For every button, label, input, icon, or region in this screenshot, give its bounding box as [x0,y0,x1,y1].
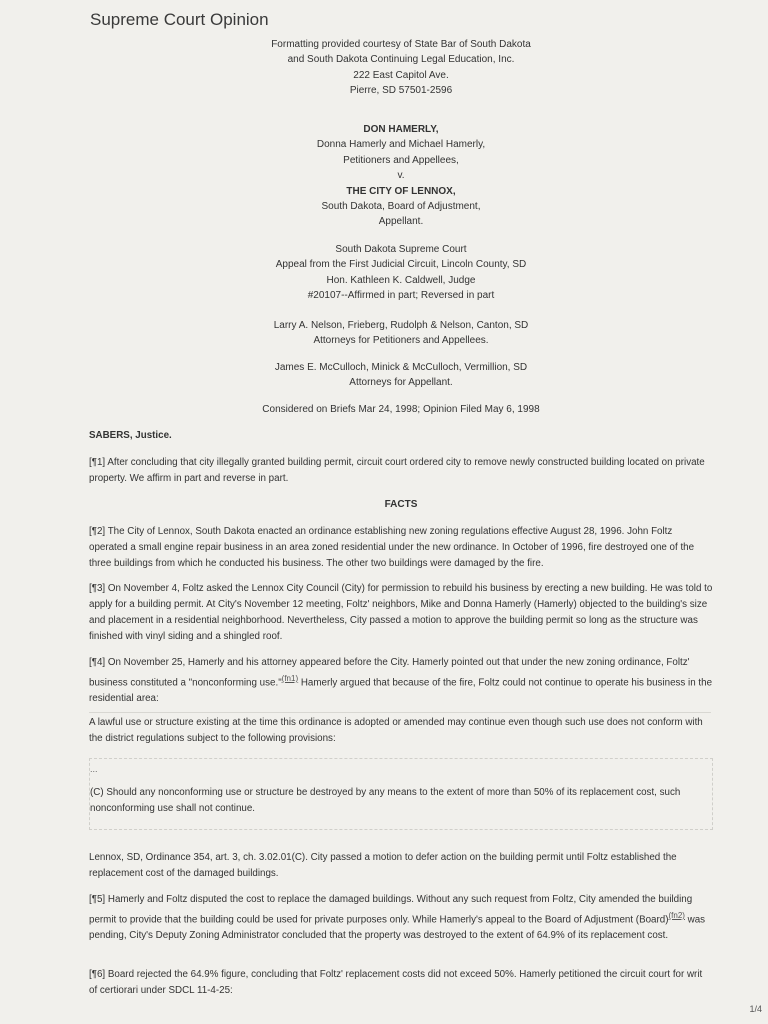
paragraph-4 [89,655,713,707]
justice-author: SABERS, Justice. [89,430,172,441]
facts-heading: FACTS [384,499,418,510]
respondent-others: South Dakota, Board of Adjustment, [321,201,481,213]
attorneys-appellant [90,360,712,391]
paragraph-5 [89,892,713,944]
paragraph-2: [¶2] The City of Lennox, South Dakota enacted an ordinance establishing new zoning regulations effective August 28, 1996. John Foltz operated a small engine repair business in an area zoned residential under the new ordinance. In October of 1996, fire destroyed one of the three buildings from which he conducted his business. The other two buildings were damaged by the fire. [89,526,695,569]
attorney-role: Attorneys for Appellant. [349,377,453,389]
document-title: Supreme Court Opinion [90,10,269,29]
paragraph-4-text: [¶4] On November 25, Hamerly and his attorney appeared before the City. Hamerly pointed out that under the new zoning ordinance, Foltz' business constituted a "nonconforming use." [89,657,690,689]
courtesy-line: Formatting provided courtesy of State Bar of South Dakota [271,39,531,50]
court-docket: #20107--Affirmed in part; Reversed in part [307,290,495,302]
petitioner-name: DON HAMERLY, [363,124,439,135]
footnote-1-link[interactable]: (fn1) [281,674,299,683]
quote-ellipsis: ... [90,764,98,774]
court-judge: Hon. Kathleen K. Caldwell, Judge [326,274,476,286]
parties-block [90,122,712,230]
considered-line [90,402,712,417]
quote-intro: A lawful use or structure existing at the time this ordinance is adopted or amended may continue even though such use does not conform with the district regulations subject to the following provisions: [89,717,703,744]
respondent-name: THE CITY OF LENNOX, [346,185,456,197]
paragraph-5-text: [¶5] Hamerly and Foltz disputed the cost to replace the damaged buildings. Without any such request from Foltz, City amended the building permit to provide that the building could be used for private purposes only. While Hamerly's appeal to the Board of Adjustment (Board) [89,894,693,926]
attorneys-appellees [90,318,712,349]
paragraph-1: [¶1] After concluding that city illegally granted building permit, circuit court ordered city to remove newly constructed building located on private property. We affirm in part and reverse in part. [89,457,705,484]
attorney-role: Attorneys for Petitioners and Appellees. [313,335,489,347]
ordinance-quote [89,712,711,747]
courtesy-block [90,37,712,99]
attorney-names: James E. McCulloch, Minick & McCulloch, Vermillion, SD [274,362,528,373]
paragraph-citation: Lennox, SD, Ordinance 354, art. 3, ch. 3.02.01(C). City passed a motion to defer action on the building permit until Foltz established the replacement cost of the damaged buildings. [89,852,677,879]
footnote-2-link[interactable]: (fn2) [668,911,685,920]
paragraph-4-text-cont: Hamerly argued that because of the fire, Foltz could not continue to operate his business in the residential area: [89,677,713,705]
respondent-role: Appellant. [378,216,424,228]
court-block [90,242,712,304]
petitioner-role: Petitioners and Appellees, [343,154,459,166]
quote-provision-c: (C) Should any nonconforming use or structure be destroyed by any means to the extent of more than 50% of its replacement cost, such nonconforming use shall not continue. [90,787,681,814]
courtesy-line: Pierre, SD 57501-2596 [349,85,453,97]
courtesy-line: 222 East Capitol Ave. [353,69,449,81]
paragraph-6: [¶6] Board rejected the 64.9% figure, concluding that Foltz' replacement costs did not exceed 50%. Hamerly petitioned the circuit court for writ of certiorari under SDCL 11-4-25: [89,969,703,996]
versus: v. [397,170,405,182]
court-appeal: Appeal from the First Judicial Circuit, Lincoln County, SD [275,259,527,271]
attorney-names: Larry A. Nelson, Frieberg, Rudolph & Nelson, Canton, SD [273,320,529,331]
courtesy-line: and South Dakota Continuing Legal Education, Inc. [287,54,515,66]
page-number: 1/4 [749,1004,762,1014]
paragraph-3: [¶3] On November 4, Foltz asked the Lennox City Council (City) for permission to rebuild his business by erecting a new building. He was told to apply for a building permit. At City's November 12 meeting, Foltz' neighbors, Mike and Donna Hamerly (Hamerly) objected to the building's size and placement in a residential neighborhood. Nevertheless, City passed a motion to approve the building permit so long as the structure was finished with vinyl siding and a shingled roof. [89,583,713,642]
paragraph-5-text-cont: was pending, City's Deputy Zoning Administrator concluded that the property was destroyed to the extent of 64.9% of its replacement cost. [89,914,706,942]
petitioner-others: Donna Hamerly and Michael Hamerly, [316,139,486,151]
quote-subsection [89,758,713,830]
court-name: South Dakota Supreme Court [335,244,467,255]
considered-text: Considered on Briefs Mar 24, 1998; Opinion Filed May 6, 1998 [262,404,540,415]
